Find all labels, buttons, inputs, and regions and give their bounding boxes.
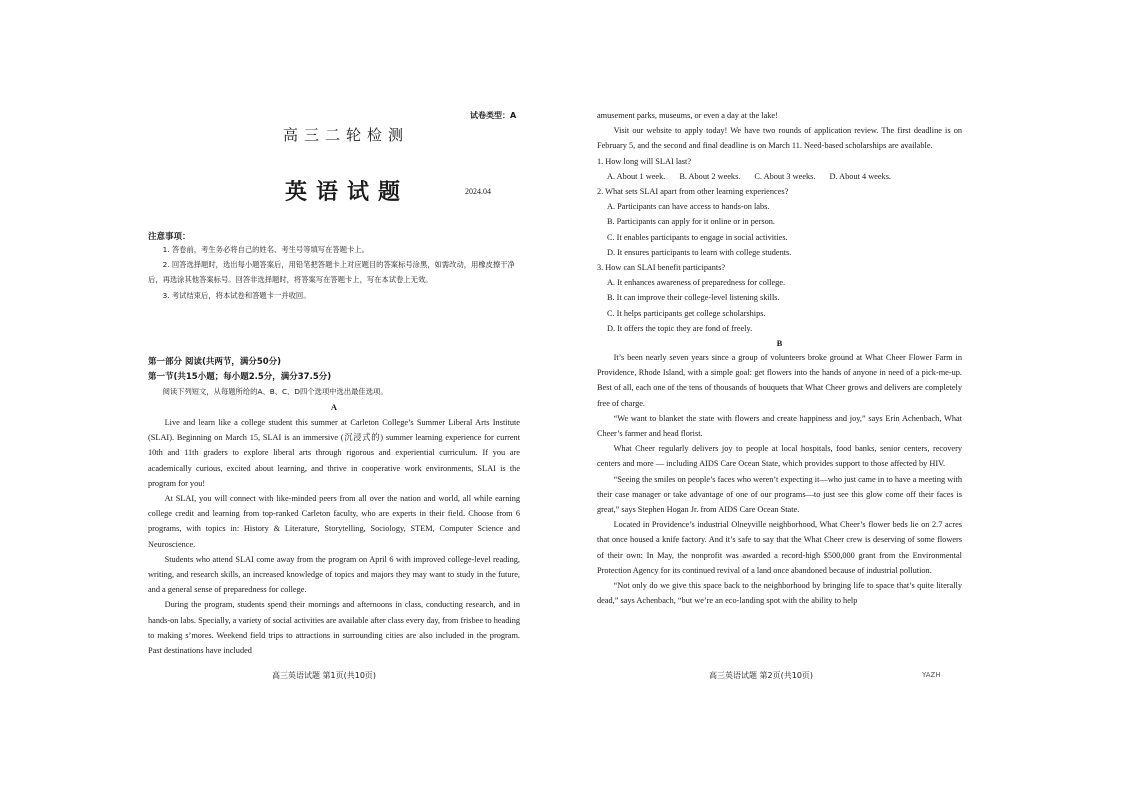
passage-b-paragraph: It’s been nearly seven years since a group of volunteers broke ground at What Cheer Flower Farm in Providence, Rhode Island, with a simple goal: get flowers into the hands of anyone in need of a pick-me-up. Best of all, each one of the tens of thousands of bouquets that What Cheer grows and delivers are completely free of charge. (597, 353, 962, 408)
visit-paragraph: Visit our website to apply today! We have two rounds of application review. The first deadline is on February 5, and the second and final deadline is on March 11. Need-based scholarships are available. (597, 126, 962, 151)
page-2-content (597, 108, 962, 609)
option: B. About 2 weeks. (679, 171, 741, 181)
passage-a-paragraph: During the program, students spend their mornings and afternoons in class, conducting research, and in hands-on labs. Specially, a variety of social activities are available after class every day, from frisbee to heading to making s’mores. Weekend field trips to attractions in surrounding cities are also included in the program. Past destinations have included (148, 600, 520, 656)
paper-type-label: 试卷类型：A (470, 111, 517, 120)
notice-item: 1. 答卷前，考生务必将自己的姓名、考生号等填写在答题卡上。 (162, 245, 369, 254)
passage-b-paragraph: “Not only do we give this space back to the neighborhood by bringing life to space that’s quite literally dead,” says Achenbach, “but we’re an eco-landing spot with the ability to help (597, 581, 962, 606)
subject-title: 英语试题 (285, 179, 410, 205)
passage-b-paragraph: “Seeing the smiles on people’s faces who weren’t expecting it—who just came in to have a meeting with their case manager or take advantage of one of our programs—to just see this glow come off their faces is great,” says Stephen Hogan Jr. from AIDS Care Ocean State. (597, 474, 962, 515)
notice-block (148, 230, 520, 303)
option: A. About 1 week. (607, 171, 666, 181)
part-heading: 第一部分 阅读(共两节，满分50分) (148, 357, 282, 367)
notice-item: 3. 考试结束后，将本试卷和答题卡一并收回。 (162, 290, 311, 300)
passage-b-letter: B (776, 338, 783, 349)
option: C. About 3 weeks. (754, 171, 816, 181)
question-stem: 3. How can SLAI benefit participants? (597, 263, 726, 273)
option: A. It enhances awareness of preparedness for college. (607, 278, 786, 288)
section-heading: 第一节(共15小题；每小题2.5分，满分37.5分) (148, 372, 332, 382)
option: D. It ensures participants to learn with college students. (607, 247, 792, 257)
option: C. It helps participants get college scholarships. (607, 308, 766, 318)
reading-part (148, 355, 520, 658)
option: B. It can improve their college-level listening skills. (607, 293, 780, 303)
passage-b-paragraph: What Cheer regularly delivers joy to people at local hospitals, food banks, senior centers, recovery centers and more — including AIDS Care Ocean State, which provides support to those affected by HIV. (597, 444, 962, 469)
option: C. It enables participants to engage in social activities. (607, 232, 788, 242)
question-stem: 2. What sets SLAI apart from other learning experiences? (597, 187, 789, 197)
question-stem: 1. How long will SLAI last? (597, 156, 692, 166)
passage-b-paragraph: Located in Providence’s industrial Olneyville neighborhood, What Cheer’s flower beds lie on 2.7 acres that once housed a knife factory. And it’s safe to say that the What Cheer crew is deserving of some flowers of their own: In May, the nonprofit was awarded a record-high $500,000 grant from the Environmental Protection Agency for its continued revival of a land once abandoned because of industrial pollution. (597, 520, 962, 575)
notice-heading: 注意事项： (148, 232, 191, 242)
option: B. Participants can apply for it online or in person. (607, 217, 775, 227)
corner-mark: YAZH (922, 671, 941, 679)
passage-a-paragraph: Live and learn like a college student this summer at Carleton College’s Summer Liberal Arts Institute (SLAI). Beginning on March 15, SLAI is an immersive (沉浸式的) summer learning experience for current 10th and 11th graders to explore liberal arts through rigorous and experiential curriculum. If you are academically curious, excited about learning, and thrive in cooperative work environments, SLAI is the program for you! (148, 418, 520, 488)
exam-date: 2024.04 (465, 187, 491, 196)
exam-title: 高三二轮检测 (283, 126, 410, 144)
passage-a-letter: A (330, 402, 338, 412)
option: D. About 4 weeks. (829, 171, 891, 181)
passage-a-continuation: amusement parks, museums, or even a day at the lake! (597, 111, 778, 120)
notice-item: 2. 回答选择题时，选出每小题答案后，用铅笔把答题卡上对应题目的答案标号涂黑，如需改动，用橡皮擦干净后，再选涂其他答案标号。回答非选择题时，将答案写在答题卡上，写在本试卷上无效。 (148, 260, 515, 285)
question-options (597, 169, 962, 184)
passage-a-paragraph: At SLAI, you will connect with like-minded peers from all over the nation and world, all while earning college credit and learning from top-ranked Carleton faculty, who are experts in their field. Choose from 6 programs, with topics in: History & Literature, Storytelling, Sociology, STEM, Computer Science and Neuroscience. (148, 494, 520, 549)
page-2 (561, 0, 1123, 794)
page-1 (0, 0, 561, 794)
option: A. Participants can have access to hands-on labs. (607, 202, 770, 212)
page-footer: 高三英语试题 第2页(共10页) (709, 671, 814, 680)
passage-a-paragraph: Students who attend SLAI come away from the program on April 6 with improved college-level reading, writing, and research skills, an increased knowledge of topics and majors they may want to study in the future, and a general sense of preparedness for college. (148, 554, 520, 595)
passage-b-paragraph: “We want to blanket the state with flowers and create happiness and joy,” says Erin Achenbach, What Cheer’s farmer and head florist. (597, 413, 962, 439)
instruction: 阅读下列短文，从每题所给的A、B、C、D四个选项中选出最佳选项。 (162, 387, 388, 396)
option: D. It offers the topic they are fond of freely. (607, 323, 753, 333)
page-footer: 高三英语试题 第1页(共10页) (272, 671, 377, 680)
